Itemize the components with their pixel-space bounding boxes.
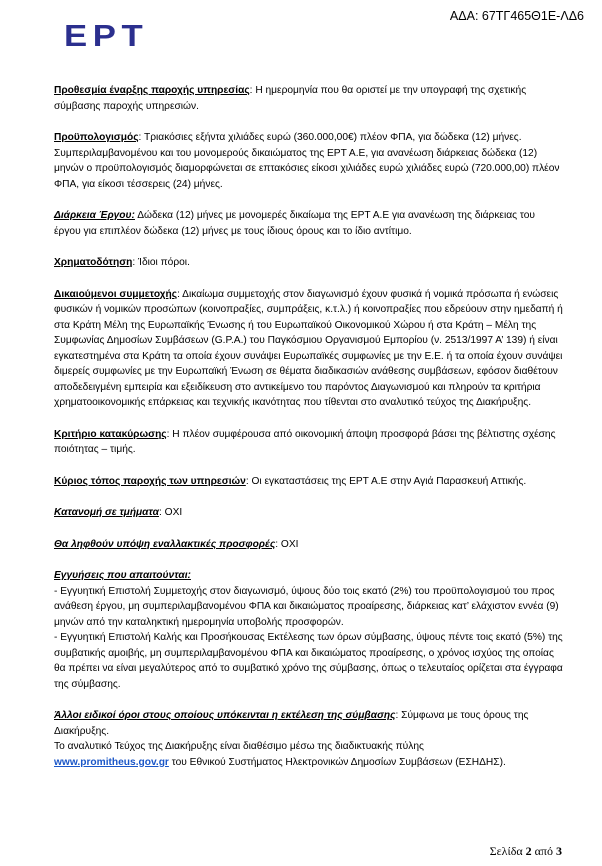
page-current: 2	[525, 844, 532, 858]
section-funding	[54, 255, 564, 271]
text-other-line2: Το αναλυτικό Τεύχος της Διακήρυξης είναι διαθέσιμο μέσω της διαδικτυακής πύλης	[54, 741, 424, 752]
document-body	[54, 83, 564, 786]
section-alternatives	[54, 537, 564, 553]
text-other: : Σύμφωνα με τους όρους της Διακήρυξης.	[54, 710, 529, 737]
section-deadline	[54, 83, 564, 114]
text-participants: : Δικαίωμα συμμετοχής στον διαγωνισμό έχουν φυσικά ή νομικά πρόσωπα ή ενώσεις φυσικών ή νομικών προσώπων (κοινοπραξίες, συμπράξεις, κ.τ.λ.) ή κοινοπραξίες που εδρεύουν στην ημεδαπή ή στα Κράτη Μέλη της Ευρωπαϊκής Ένωσης ή του Ευρωπαϊκού Οικονομικού Χώρου ή στα Κράτη – Μέλη της Συμφωνίας Δημοσίων Συμβάσεων (G.P.A.) του Παγκόσμιου Οργανισμού Εμπορίου (ν. 2513/1997 Α’ 139) ή είναι εγκατεστημένα στα Κράτη τα οποία έχουν συνάψει Ευρωπαϊκές συμφωνίες με την Ε.Ε. ή τα οποία έχουν συνάψει διμερείς συμφωνίες με την Ευρωπαϊκή Ένωση σε θέματα διαδικασιών ανάθεσης συμβάσεων, εφόσον διαθέτουν αποδεδειγμένη εμπειρία και εξειδίκευση στο αντικείμενο του παρόντος Διαγωνισμού και πληρούν τα κριτήρια χρηματοοικονομικής επάρκειας και τεχνικής ικανότητας που τίθενται στο αναλυτικό τεύχος της Διακήρυξης.	[54, 288, 563, 408]
section-criterion	[54, 427, 564, 458]
section-budget	[54, 130, 564, 192]
text-funding: : Ίδιοι πόροι.	[132, 257, 190, 268]
heading-guarantees-colon: :	[187, 570, 191, 581]
heading-funding: Χρηματοδότηση	[54, 257, 133, 268]
page-number-middle: από	[531, 844, 556, 858]
heading-budget: Προϋπολογισμός	[54, 132, 139, 143]
page-total: 3	[556, 844, 562, 858]
heading-place: Κύριος τόπος παροχής των υπηρεσιών	[54, 475, 246, 487]
ada-code: ΑΔΑ: 67ΤΓ465Θ1Ε-ΛΔ6	[449, 9, 584, 23]
text-lots: : ΟΧΙ	[158, 507, 183, 518]
text-deadline: : Η ημερομηνία που θα οριστεί με την υπογραφή της σχετικής σύμβασης παροχής υπηρεσιών.	[54, 85, 527, 112]
heading-guarantees: Εγγυήσεις που απαιτούνται	[54, 570, 188, 581]
section-duration	[54, 208, 564, 239]
guarantee-item-1: - Εγγυητική Επιστολή Συμμετοχής στον διαγωνισμό, ύψους δύο τοις εκατό (2%) του προϋπολογισμού του προς ανάθεση έργου, μη συμπεριλαμβανομένου ΦΠΑ και δικαιώματος προαίρεσης, διάρκειας κατ’ ελάχιστον εννέα (9) μηνών από την καταληκτική ημερομηνία υποβολής προσφορών.	[54, 585, 559, 628]
text-criterion: : Η πλέον συμφέρουσα από οικονομική άποψη προσφορά βάσει της βέλτιστης σχέσης ποιότητας – τιμής.	[54, 428, 556, 455]
section-other	[54, 708, 564, 770]
section-participants	[54, 287, 564, 411]
section-place	[54, 474, 564, 490]
heading-other: Άλλοι ειδικοί όροι στους οποίους υπόκεινται η εκτέλεση της σύμβασης	[54, 710, 396, 721]
heading-duration: Διάρκεια Έργου:	[54, 210, 135, 221]
text-alternatives: : ΟΧΙ	[275, 538, 299, 550]
heading-lots: Κατανομή σε τμήματα	[54, 507, 159, 518]
heading-participants: Δικαιούμενοι συμμετοχής	[54, 288, 178, 300]
section-lots	[54, 505, 564, 521]
text-place: : Οι εγκαταστάσεις της ΕΡΤ Α.Ε στην Αγιά Παρασκευή Αττικής.	[245, 475, 527, 487]
text-budget: : Τριακόσιες εξήντα χιλιάδες ευρώ (360.000,00€) πλέον ΦΠΑ, για δώδεκα (12) μήνες. Συμπεριλαμβανομένου και του μονομερούς δικαιώματος της ΕΡΤ Α.Ε, για ανανέωση διάρκειας δώδεκα (12) μηνών ο προϋπολογισμός διαμορφώνεται σε επτακόσιες είκοσι χιλιάδες ευρώ χιλιάδες ευρώ (720.000,00) πλέον ΦΠΑ, για είκοσι τέσσερεις (24) μήνες.	[54, 132, 560, 190]
section-guarantees	[54, 568, 564, 692]
text-other-after-link: του Εθνικού Συστήματος Ηλεκτρονικών Δημοσίων Συμβάσεων (ΕΣΗΔΗΣ).	[168, 756, 506, 768]
page-number	[490, 844, 562, 859]
page-number-prefix: Σελίδα	[489, 844, 526, 858]
guarantee-item-2: - Εγγυητική Επιστολή Καλής και Προσήκουσας Εκτέλεσης των όρων σύμβασης, ύψους πέντε τοις εκατό (5%) της συμβατικής αμοιβής, μη συμπεριλαμβανομένου ΦΠΑ και δικαιώματος προαίρεσης, ο χρόνος ισχύος της οποίας θα πρέπει να είναι μεγαλύτερος από το συμβατικό χρόνο της σύμβασης, όπως ο τελευταίος ορίζεται στα έγγραφα της σύμβασης.	[54, 632, 563, 690]
text-duration: Δώδεκα (12) μήνες με μονομερές δικαίωμα της ΕΡΤ Α.Ε για ανανέωση της διάρκειας του έργου για επιπλέον δώδεκα (12) μήνες με τους ίδιους όρους και το ίδιο αντίτιμο.	[54, 210, 535, 237]
ert-logo: ΕΡΤ	[64, 18, 149, 53]
heading-criterion: Κριτήριο κατακύρωσης	[54, 428, 167, 440]
promitheus-link[interactable]: www.promitheus.gov.gr	[54, 756, 169, 768]
heading-deadline: Προθεσμία έναρξης παροχής υπηρεσίας	[54, 85, 250, 96]
heading-alternatives: Θα ληφθούν υπόψη εναλλακτικές προσφορές	[54, 538, 276, 550]
